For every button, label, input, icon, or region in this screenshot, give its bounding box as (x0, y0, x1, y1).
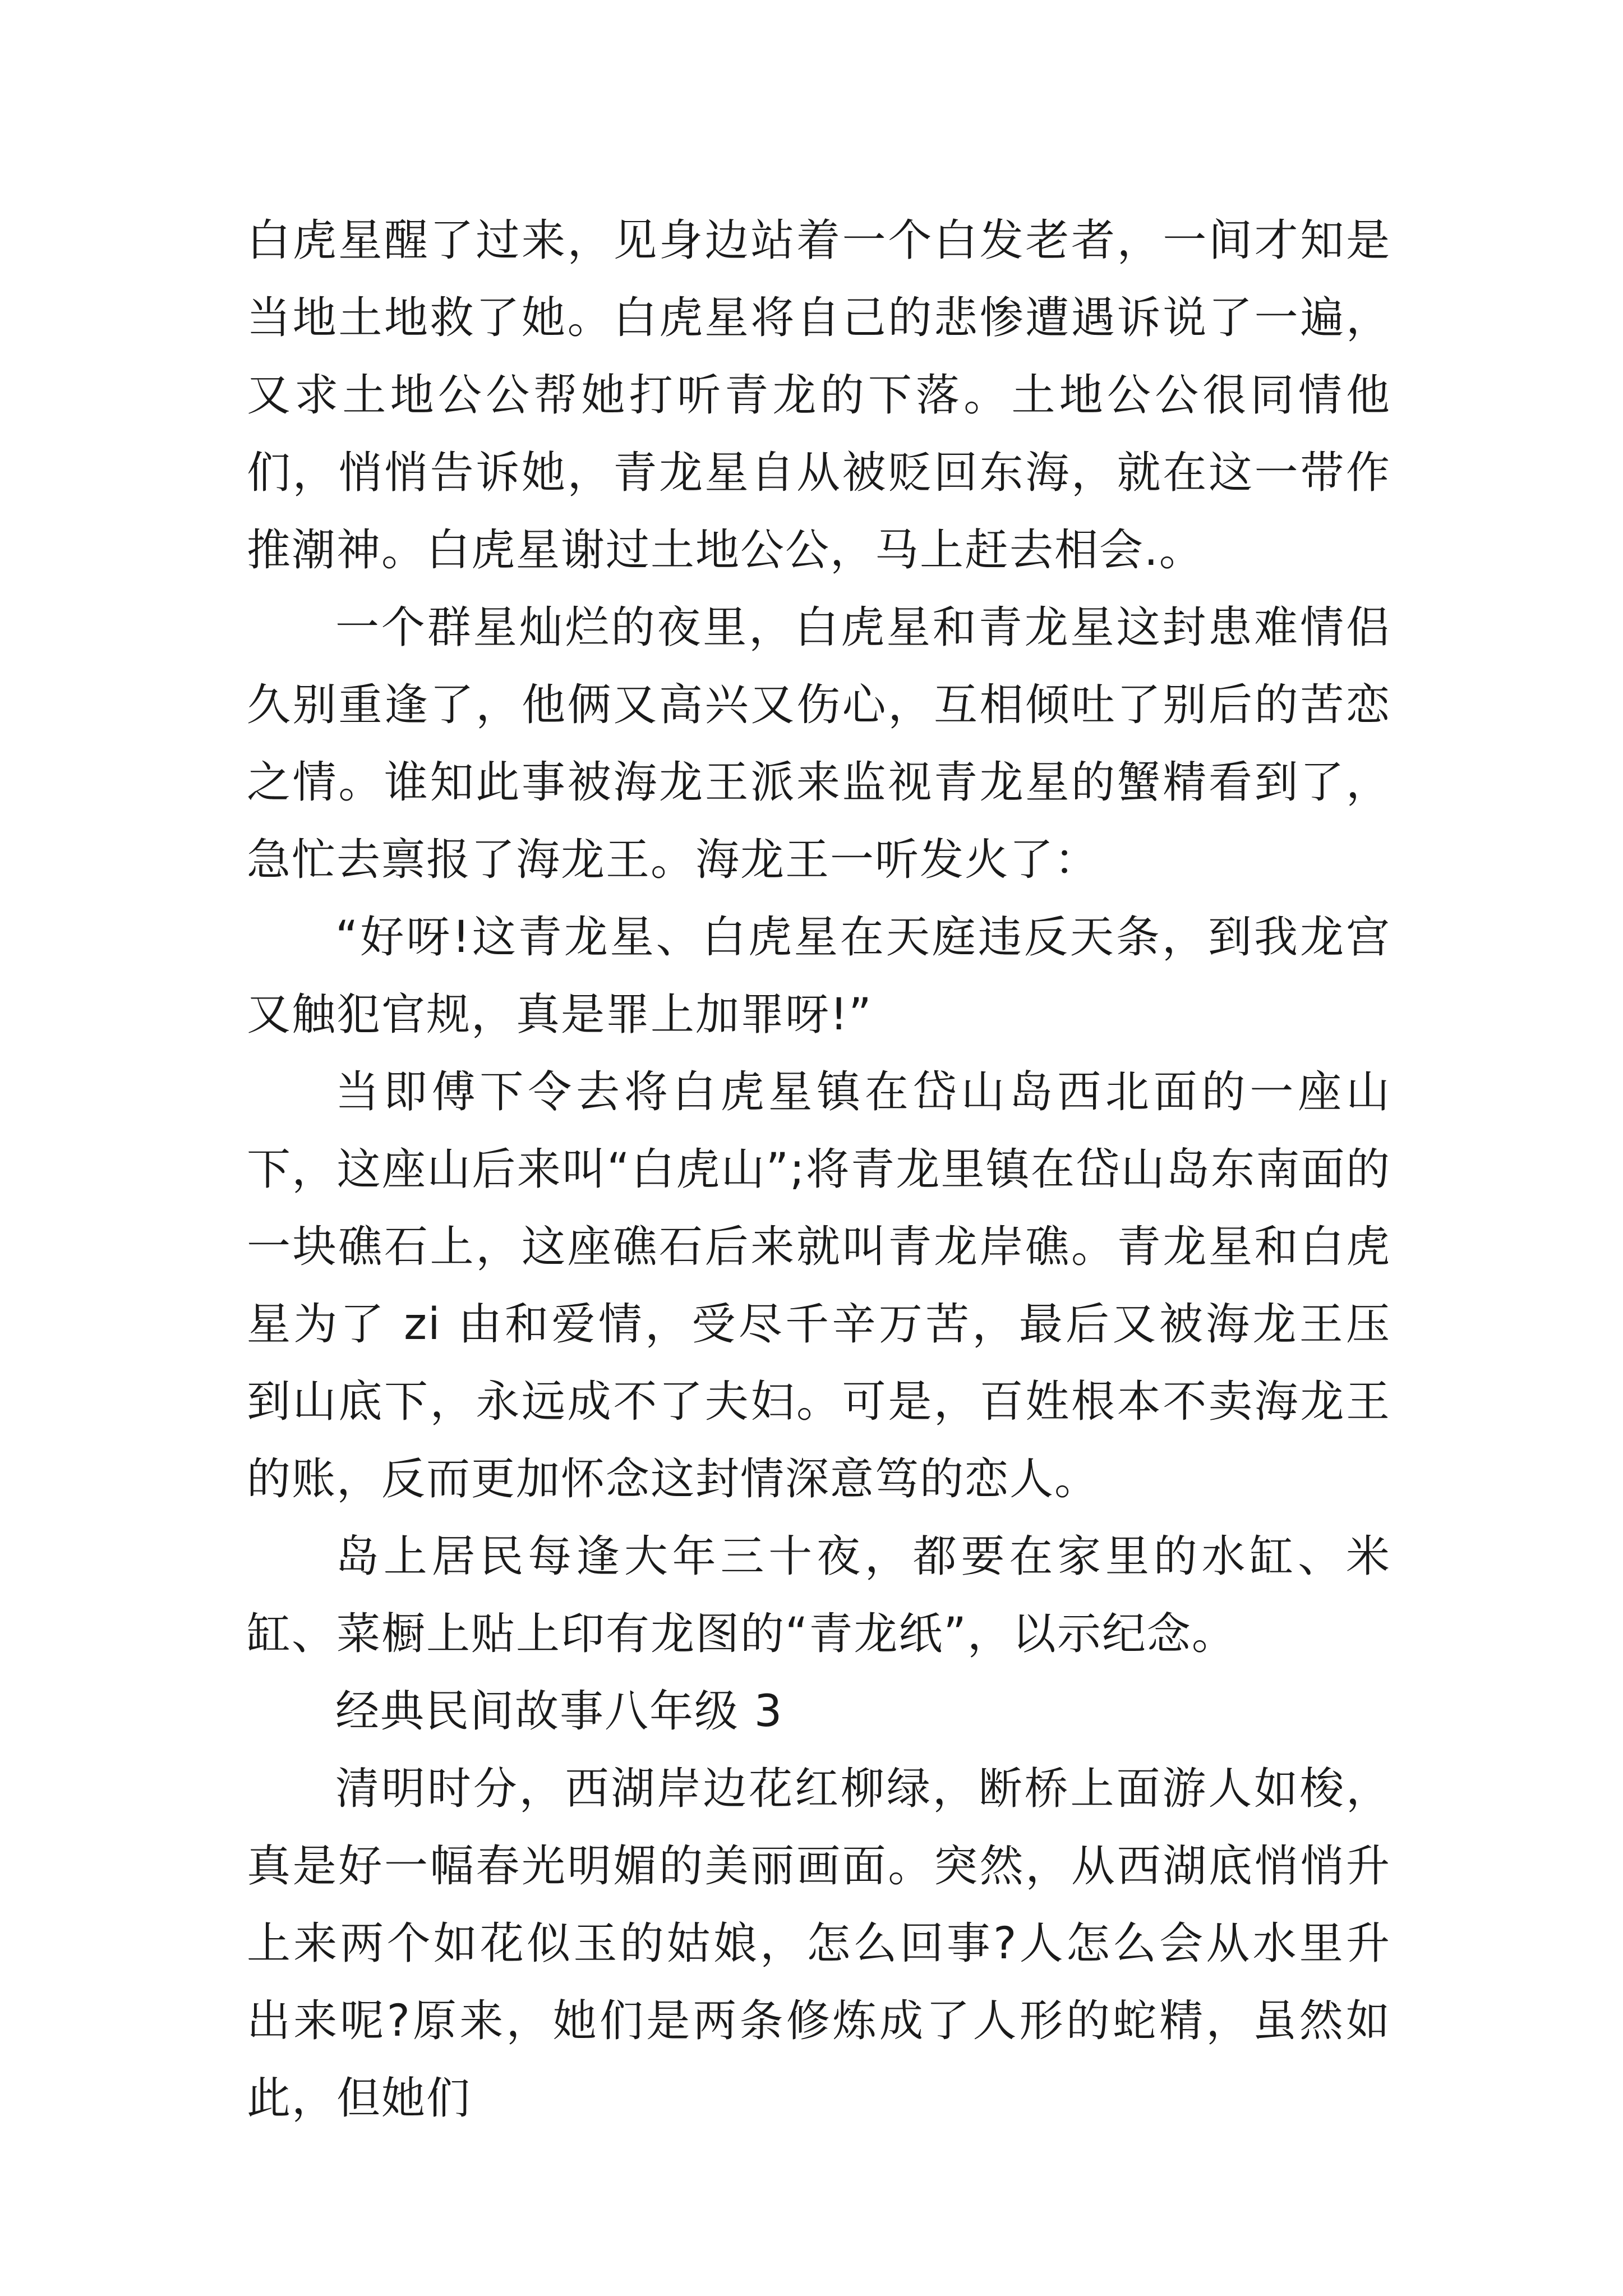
paragraph-6: 清明时分，西湖岸边花红柳绿，断桥上面游人如梭，真是好一幅春光明媚的美丽画面。突然，从西湖底悄悄升上来两个如花似玉的姑娘，怎么回事?人怎么会从水里升出来呢?原来，她们是两条修炼成了人形的蛇精，虽然如此，但她们 (247, 1764, 1391, 2124)
story-text (247, 202, 1391, 2137)
paragraph-5: 岛上居民每逢大年三十夜，都要在家里的水缸、米缸、菜橱上贴上印有龙图的“青龙纸”，以示纪念。 (247, 1531, 1391, 1659)
paragraph-1: 白虎星醒了过来，见身边站着一个白发老者，一间才知是当地土地救了她。白虎星将自己的悲惨遭遇诉说了一遍，又求土地公公帮她打听青龙的下落。土地公公很同情他们，悄悄告诉她，青龙星自从被贬回东海，就在这一带作推潮神。白虎星谢过土地公公，马上赶去相会.。 (247, 215, 1391, 576)
paragraph-4: 当即傅下令去将白虎星镇在岱山岛西北面的一座山下，这座山后来叫“白虎山”;将青龙里镇在岱山岛东南面的一块礁石上，这座礁石后来就叫青龙岸礁。青龙星和白虎星为了 zi 由和爱情，受尽千辛万苦，最后又被海龙王压到山底下，永远成不了夫妇。可是，百姓根本不卖海龙王的账，反而更加怀念这封情深意笃的恋人。 (247, 1067, 1391, 1504)
paragraph-3-quote: “好呀!这青龙星、白虎星在天庭违反天条，到我龙宫又触犯官规，真是罪上加罪呀!” (247, 912, 1391, 1040)
paragraph-2: 一个群星灿烂的夜里，白虎星和青龙星这封患难情侣久别重逢了，他俩又高兴又伤心，互相倾吐了别后的苦恋之情。谁知此事被海龙王派来监视青龙星的蟹精看到了，急忙去禀报了海龙王。海龙王一听发火了： (247, 602, 1391, 885)
section-heading: 经典民间故事八年级 3 (335, 1686, 783, 1737)
